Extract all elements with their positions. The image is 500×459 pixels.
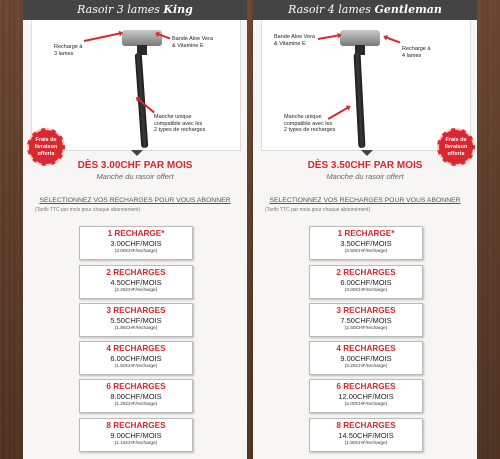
option-8-recharges[interactable]: 8 RECHARGES 9.00CHF/MOIS (1.15CHF/recharge) [79, 418, 193, 452]
select-recharges-title: SELECTIONNEZ VOS RECHARGES POUR VOUS ABONNER [39, 197, 231, 204]
select-recharges-note: (Tarifs TTC par mois pour chaque abonnement) [265, 207, 371, 213]
option-2-recharges[interactable]: 2 RECHARGES 6.00CHF/MOIS (3.00CHF/recharge) [309, 265, 423, 299]
product-title: Rasoir 3 lames King [23, 0, 247, 20]
option-3-recharges[interactable]: 3 RECHARGES 7.50CHF/MOIS (2.50CHF/recharge) [309, 303, 423, 337]
note-handle: Manche unique compatible avec les 2 types de recharges [284, 114, 336, 133]
free-shipping-badge: Frais de livraison offerts [437, 128, 475, 166]
option-8-recharges[interactable]: 8 RECHARGES 14.50CHF/MOIS (1.80CHF/recharge) [309, 418, 423, 452]
arrow-icon [84, 32, 121, 41]
note-aloe: Bande Aloe Vera & Vitamine E [274, 34, 315, 47]
note-recharge: Recharge à 4 lames [402, 46, 431, 59]
option-1-recharge[interactable]: 1 RECHARGE* 3.00CHF/MOIS (3.00CHF/recharge) [79, 226, 193, 260]
option-4-recharges[interactable]: 4 RECHARGES 6.00CHF/MOIS (1.50CHF/recharge) [79, 341, 193, 375]
razor-cartridge-image [340, 30, 380, 46]
select-recharges-note: (Tarifs TTC par mois pour chaque abonnement) [35, 207, 141, 213]
option-6-recharges[interactable]: 6 RECHARGES 8.00CHF/MOIS (1.25CHF/recharge) [79, 379, 193, 413]
price-block [31, 150, 239, 186]
product-column-gentleman [253, 0, 477, 459]
free-shipping-badge: Frais de livraison offerts [27, 128, 65, 166]
price-block [261, 150, 469, 186]
option-1-recharge[interactable]: 1 RECHARGE* 3.50CHF/MOIS (3.50CHF/recharge) [309, 226, 423, 260]
option-6-recharges[interactable]: 6 RECHARGES 12.00CHF/MOIS (2.00CHF/recharge) [309, 379, 423, 413]
price-from: DÈS 3.00CHF PAR MOIS [77, 160, 193, 171]
product-image-panel [261, 20, 471, 151]
price-subtitle: Manche du rasoir offert [326, 172, 404, 181]
note-recharge: Recharge à 3 lames [54, 44, 83, 57]
pointer-triangle-icon [361, 150, 373, 156]
pointer-triangle-icon [131, 150, 143, 156]
product-title: Rasoir 4 lames Gentleman [253, 0, 477, 20]
price-from: DÈS 3.50CHF PAR MOIS [307, 160, 423, 171]
option-2-recharges[interactable]: 2 RECHARGES 4.50CHF/MOIS (2.25CHF/recharge) [79, 265, 193, 299]
option-4-recharges[interactable]: 4 RECHARGES 9.00CHF/MOIS (2.25CHF/recharge) [309, 341, 423, 375]
arrow-icon [385, 37, 401, 44]
product-column-king [23, 0, 247, 459]
select-recharges-title: SELECTIONNEZ VOS RECHARGES POUR VOUS ABONNER [269, 197, 461, 204]
product-image-panel [31, 20, 241, 151]
arrow-icon [328, 106, 350, 119]
arrow-icon [318, 34, 340, 39]
note-handle: Manche unique compatible avec les 2 types de recharges [154, 114, 206, 133]
option-3-recharges[interactable]: 3 RECHARGES 5.50CHF/MOIS (1.85CHF/recharge) [79, 303, 193, 337]
price-subtitle: Manche du rasoir offert [96, 172, 174, 181]
razor-handle-image [354, 53, 366, 148]
note-aloe: Bande Aloe Vera & Vitamine E [172, 36, 213, 49]
